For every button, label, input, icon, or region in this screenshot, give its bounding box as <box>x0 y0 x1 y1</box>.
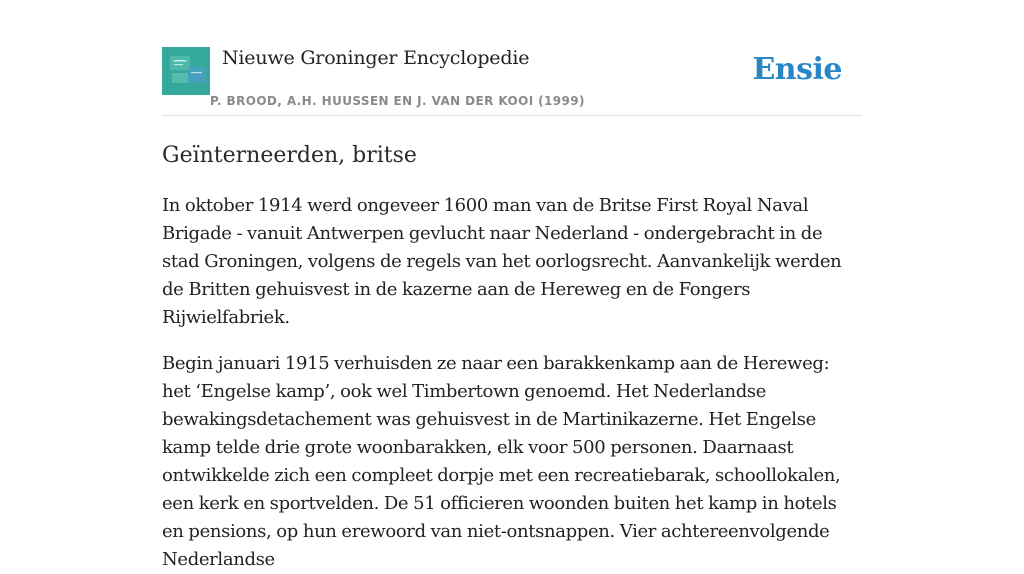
book-cover-icon[interactable] <box>162 47 210 95</box>
paragraph-2: Begin januari 1915 verhuisden ze naar een barakkenkamp aan de Hereweg: het ‘Engelse kamp’, ook wel Timbertown genoemd. Het Nederlandse bewakingsdetachement was gehuisvest in de Martinikazerne. Het Engelse kamp telde drie grote woonbarakken, elk voor 500 personen. Daarnaast ontwikkelde zich een compleet dorpje met een recreatiebarak, schoollokalen, een kerk en sportvelden. De 51 officieren woonden buiten het kamp in hotels en pensions, op hun erewoord van niet-ontsnappen. Vier achtereenvolgende Nederlandse <box>162 353 841 570</box>
authors-line: P. BROOD, A.H. HUUSSEN EN J. VAN DER KOOI (1999) <box>210 94 585 108</box>
paragraph-1: In oktober 1914 werd ongeveer 1600 man van de Britse First Royal Naval Brigade - vanuit Antwerpen gevlucht naar Nederland - ondergebracht in de stad Groningen, volgens de regels van het oorlogsrecht. Aanvankelijk werden de Britten gehuisvest in de kazerne aan de Hereweg en de Fongers Rijwielfabriek. <box>162 195 842 328</box>
source-header <box>162 46 862 116</box>
encyclopedia-title[interactable]: Nieuwe Groninger Encyclopedie <box>222 47 530 69</box>
ensie-logo[interactable]: Ensie <box>752 52 842 87</box>
entry-title: Geïnterneerden, britse <box>162 143 417 168</box>
page <box>162 0 862 574</box>
